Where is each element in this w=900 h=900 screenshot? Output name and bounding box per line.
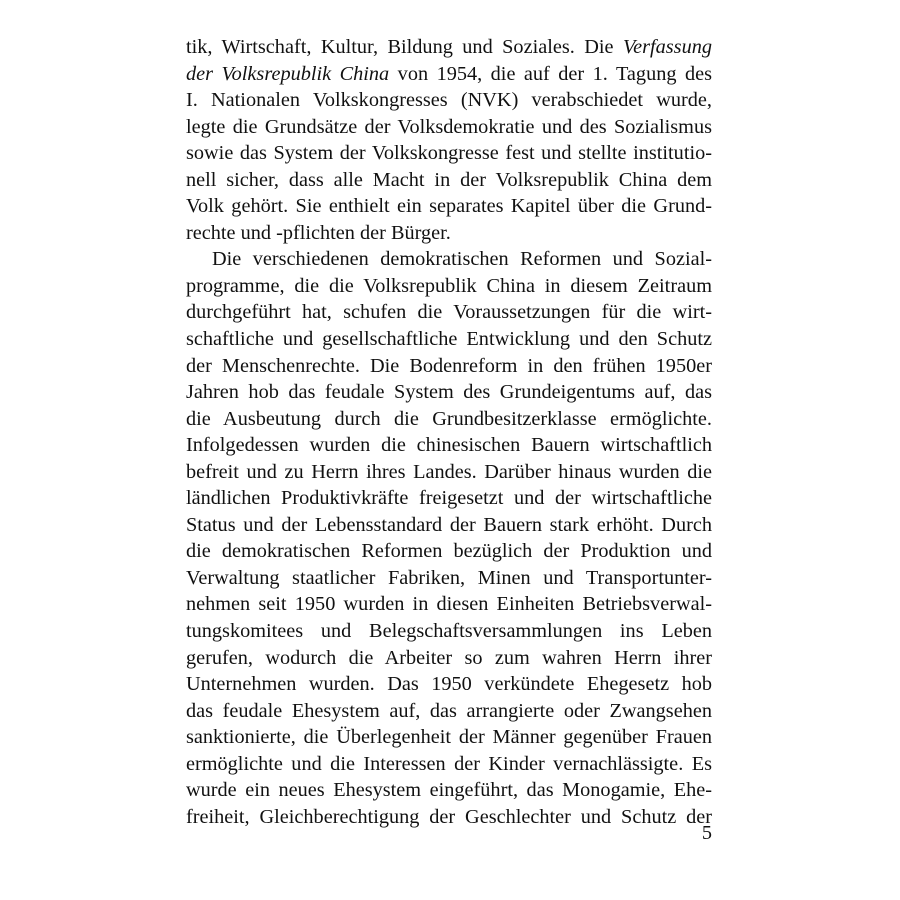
paragraph-2-line: nehmen seit 1950 wurden in diesen Einheiten Betriebsverwal- (186, 593, 712, 616)
paragraph-2-line: Unternehmen wurden. Das 1950 verkündete Ehegesetz hob (186, 673, 712, 696)
paragraph-2-line: die demokratischen Reformen bezüglich der Produktion und (186, 540, 712, 563)
paragraph-1-line-5: sowie das System der Volkskongresse fest und stellte institutio- (186, 142, 712, 165)
paragraph-2-line: Die verschiedenen demokratischen Reformen und Sozial- (212, 248, 712, 271)
paragraph-1-line-8: rechte und -pflichten der Bürger. (186, 221, 451, 244)
paragraph-2-line: programme, die die Volksrepublik China in diesem Zeitraum (186, 274, 712, 297)
paragraph-2-line: der Menschenrechte. Die Bodenreform in den frühen 1950er (186, 354, 712, 377)
paragraph-1-line-2: der Volksrepublik China von 1954, die auf der 1. Tagung des (186, 62, 712, 85)
paragraph-2-line: befreit und zu Herrn ihres Landes. Darüber hinaus wurden die (186, 460, 712, 483)
paragraph-1-line-7: Volk gehört. Sie enthielt ein separates Kapitel über die Grund- (186, 195, 712, 218)
paragraph-2-line: gerufen, wodurch die Arbeiter so zum wahren Herrn ihrer (186, 646, 712, 669)
paragraph-1-line-3: I. Nationalen Volkskongresses (NVK) verabschiedet wurde, (186, 89, 712, 112)
paragraph-2-line: die Ausbeutung durch die Grundbesitzerklasse ermöglichte. (186, 407, 712, 430)
paragraph-2-line: durchgeführt hat, schufen die Voraussetzungen für die wirt- (186, 301, 712, 324)
page-number: 5 (701, 822, 712, 844)
paragraph-1-line-1: tik, Wirtschaft, Kultur, Bildung und Soziales. Die Verfassung (186, 36, 712, 58)
paragraph-1-line-4: legte die Grundsätze der Volksdemokratie und des Sozialismus (186, 115, 712, 138)
paragraph-2-line: schaftliche und gesellschaftliche Entwicklung und den Schutz (186, 328, 712, 351)
italic-title-part-2: der Volksrepublik China (186, 62, 390, 85)
paragraph-2-line: Jahren hob das feudale System des Grundeigentums auf, das (186, 381, 712, 404)
body-text (186, 34, 712, 830)
paragraph-2-line: ländlichen Produktivkräfte freigesetzt und der wirtschaftliche (186, 487, 712, 510)
paragraph-2-line: freiheit, Gleichberechtigung der Geschlechter und Schutz der (186, 805, 712, 828)
paragraph-2-line: das feudale Ehesystem auf, das arrangierte oder Zwangsehen (186, 699, 712, 722)
paragraph-2-line: Status und der Lebensstandard der Bauern stark erhöht. Durch (186, 513, 712, 536)
paragraph-2-line: Verwaltung staatlicher Fabriken, Minen und Transportunter- (186, 566, 712, 589)
paragraph-2-line: tungskomitees und Belegschaftsversammlungen ins Leben (186, 620, 712, 643)
paragraph-2-line: wurde ein neues Ehesystem eingeführt, das Monogamie, Ehe- (186, 779, 712, 802)
paragraph-2-line: ermöglichte und die Interessen der Kinder vernachlässigte. Es (186, 752, 712, 775)
paragraph-2-line: sanktionierte, die Überlegenheit der Männer gegenüber Frauen (186, 726, 712, 749)
paragraph-2-line: Infolgedessen wurden die chinesischen Bauern wirtschaftlich (186, 434, 712, 457)
paragraph-1-line-6: nell sicher, dass alle Macht in der Volksrepublik China dem (186, 168, 712, 191)
italic-title-part-1: Verfassung (622, 36, 712, 58)
